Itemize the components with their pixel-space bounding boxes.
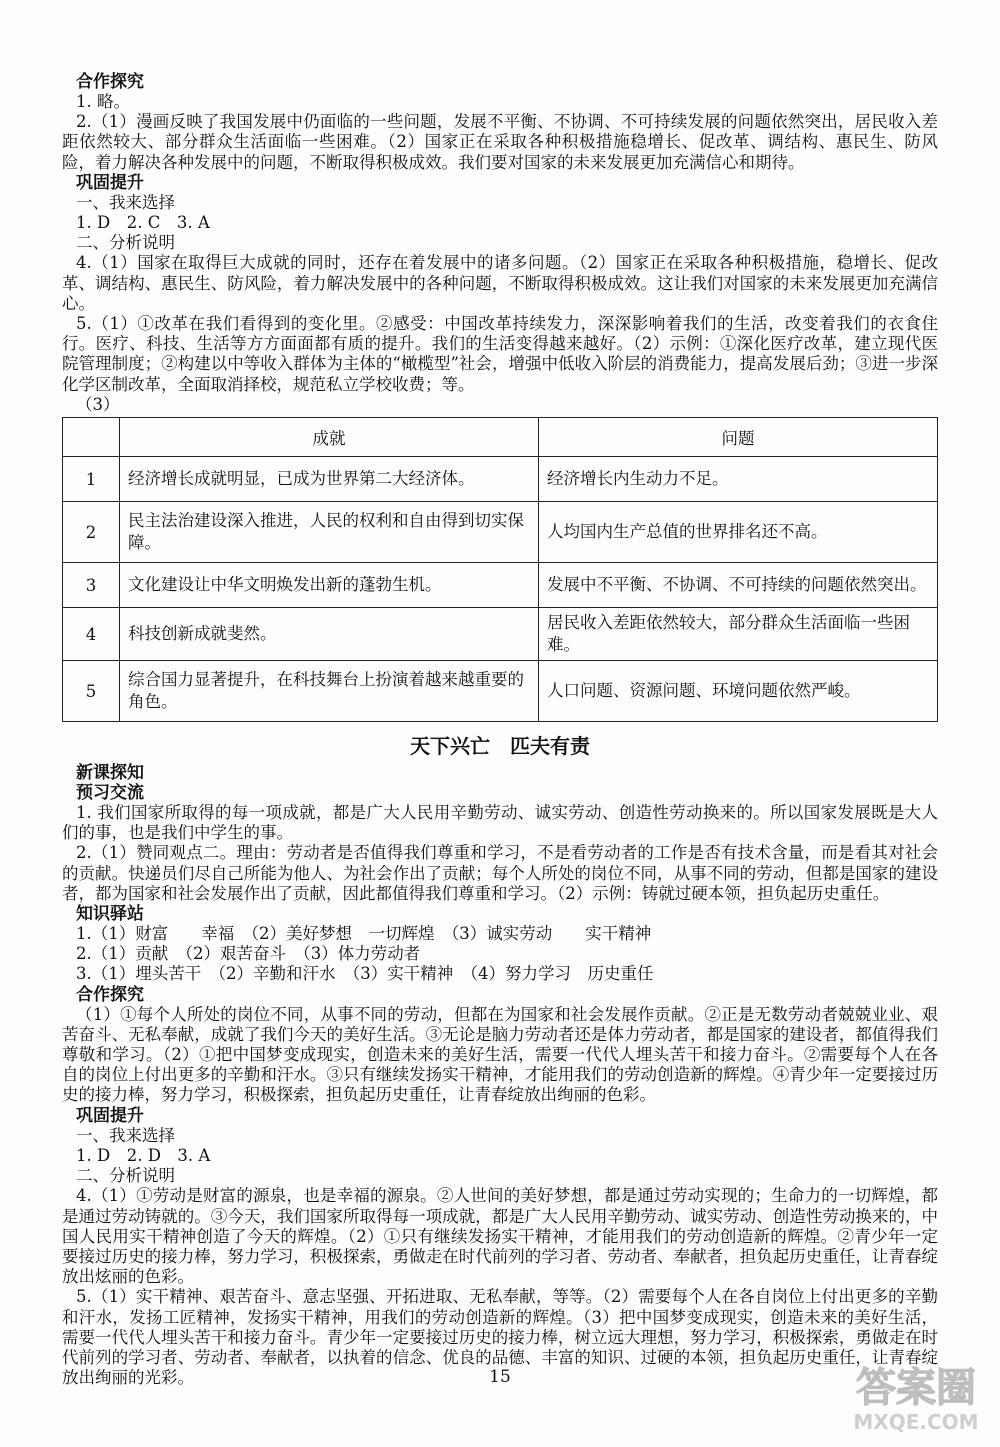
- lesson-title: [62, 730, 938, 759]
- table-header-index: [63, 418, 120, 457]
- achievement-cell: 科技创新成就斐然。: [120, 608, 539, 661]
- lesson-title-part-2: 匹夫有责: [510, 734, 590, 759]
- row-number: 4: [63, 608, 120, 661]
- watermark-main: 答案圈: [856, 1365, 976, 1411]
- problem-cell: 人均国内生产总值的世界排名还不高。: [539, 502, 938, 563]
- answer-paragraph: （1）①每个人所处的岗位不同，从事不同的劳动，但都在为国家和社会发展作贡献。②正是无数劳动者兢兢业业、艰苦奋斗、无私奉献，成就了我们今天的美好生活。③无论是脑力劳动者还是体力劳动者，都是国家的建设者，都值得我们尊敬和学习。（2）①把中国梦变成现实，创造未来的美好生活，需要一代代人埋头苦干和接力奋斗。②需要每个人在各自的岗位上付出更多的辛勤和汗水。③只有继续发扬实干精神，才能用我们的劳动创造新的辉煌。④青少年一定要接过历史的接力棒，努力学习，积极探索，担负起历史重任，让青春绽放出绚丽的色彩。: [62, 1004, 938, 1105]
- achievement-cell: 经济增长成就明显，已成为世界第二大经济体。: [120, 457, 539, 502]
- table-row: [63, 457, 938, 502]
- section-label: 一、我来选择: [76, 192, 175, 212]
- heading-cooperative-inquiry: 合作探究: [76, 72, 144, 92]
- lesson-title-part-1: 天下兴亡: [410, 734, 490, 759]
- section-label: 二、分析说明: [76, 233, 175, 253]
- page-number: 15: [489, 1367, 511, 1387]
- watermark-logo: [846, 1349, 986, 1439]
- heading-new-lesson: 新课探知: [76, 763, 144, 784]
- answer-paragraph: 5.（1）实干精神、艰苦奋斗、意志坚强、开拓进取、无私奉献，等等。（2）需要每个人在各自岗位上付出更多的辛勤和汗水，发扬工匠精神，发扬实干精神，用我们的劳动创造新的辉煌。（3）把中国梦变成现实，创造未来的美好生活，需要一代代人埋头苦干和接力奋斗。青少年一定要接过历史的接力棒，树立远大理想，努力学习，积极探索，勇做走在时代前列的学习者、劳动者、奉献者，以执着的信念、优良的品德、丰富的知识、过硬的本领，担负起历史重任，让青春绽放出绚丽的光彩。: [62, 1287, 938, 1388]
- heading-knowledge-station: 知识驿站: [76, 904, 144, 925]
- answer-paragraph: 4.（1）国家在取得巨大成就的同时，还存在着发展中的诸多问题。（2）国家正在采取各种积极措施，稳增长、促改革、调结构、惠民生、防风险，着力解决发展中的各种问题，不断取得积极成效。这让我们对国家的未来发展更加充满信心。: [62, 253, 938, 313]
- row-number: 2: [63, 502, 120, 563]
- row-number: 5: [63, 661, 120, 722]
- achievement-cell: 综合国力显著提升，在科技舞台上扮演着越来越重要的角色。: [120, 661, 539, 722]
- section-label: 一、我来选择: [76, 1125, 175, 1145]
- choice-answers: 1. D 2. D 3. A: [76, 1145, 211, 1165]
- knowledge-line: 3.（1）埋头苦干 （2）辛勤和汗水 （3）实干精神 （4）努力学习 历史重任: [76, 964, 654, 984]
- table-row: [63, 502, 938, 563]
- table-row: [63, 563, 938, 608]
- table-row: [63, 661, 938, 722]
- choice-answers: 1. D 2. C 3. A: [76, 213, 210, 233]
- problem-cell: 人口问题、资源问题、环境问题依然严峻。: [539, 661, 938, 722]
- answer-line: （3）: [76, 394, 120, 414]
- row-number: 1: [63, 457, 120, 502]
- answer-paragraph: 1. 我们国家所取得的每一项成就，都是广大人民用辛勤劳动、诚实劳动、创造性劳动换来的。所以国家发展既是大人们的事，也是我们中学生的事。: [62, 803, 938, 843]
- heading-consolidation: 巩固提升: [76, 1105, 144, 1126]
- page-content: [62, 72, 938, 1388]
- answer-line: 1. 略。: [76, 92, 130, 111]
- achievement-cell: 民主法治建设深入推进，人民的权利和自由得到切实保障。: [120, 502, 539, 563]
- table-header-achievement: 成就: [120, 418, 539, 457]
- answer-paragraph: 5.（1）①改革在我们看得到的变化里。②感受：中国改革持续发力，深深影响着我们的生活，改变着我们的衣食住行。医疗、科技、生活等方方面面都有质的提升。我们的生活变得越来越好。（2）示例：①深化医疗改革，建立现代医院管理制度；②构建以中等收入群体为主体的“橄榄型”社会，增强中低收入阶层的消费能力，提高发展后劲；③进一步深化学区制改革，全面取消择校，规范私立学校收费；等。: [62, 314, 938, 394]
- row-number: 3: [63, 563, 120, 608]
- answer-paragraph: 2.（1）赞同观点二。理由：劳动者是否值得我们尊重和学习，不是看劳动者的工作是否有技术含量，而是看其对社会的贡献。快递员们尽自己所能为他人、为社会作出了贡献；每个人所处的岗位不同，从事不同的劳动，但都是国家的建设者，都为国家和社会发展作出了贡献，因此都值得我们尊重和学习。（2）示例：铸就过硬本领，担负起历史重任。: [62, 843, 938, 903]
- knowledge-line: 2.（1）贡献 （2）艰苦奋斗 （3）体力劳动者: [76, 944, 421, 964]
- table-row: [63, 608, 938, 661]
- heading-cooperative-inquiry: 合作探究: [76, 984, 144, 1005]
- answer-paragraph: 2.（1）漫画反映了我国发展中仍面临的一些问题，发展不平衡、不协调、不可持续发展的问题依然突出，居民收入差距依然较大、部分群众生活面临一些困难。（2）国家正在采取各种积极措施稳增长、促改革、调结构、惠民生、防风险，着力解决各种发展中的问题，不断取得积极成效。我们要对国家的未来发展更加充满信心和期待。: [62, 112, 938, 172]
- knowledge-line: 1.（1）财富 幸福 （2）美好梦想 一切辉煌 （3）诚实劳动 实干精神: [76, 924, 652, 944]
- achievement-cell: 文化建设让中华文明焕发出新的蓬勃生机。: [120, 563, 539, 608]
- section-label: 二、分析说明: [76, 1166, 175, 1186]
- heading-preview: 预习交流: [76, 783, 144, 804]
- heading-consolidation: 巩固提升: [76, 172, 144, 193]
- problem-cell: 发展中不平衡、不协调、不可持续的问题依然突出。: [539, 563, 938, 608]
- answer-paragraph: 4.（1）①劳动是财富的源泉，也是幸福的源泉。②人世间的美好梦想，都是通过劳动实现的；生命力的一切辉煌，都是通过劳动铸就的。③今天，我们国家所取得每一项成就，都是广大人民用辛勤劳动、诚实劳动、创造性劳动换来的，中国人民用实干精神创造了今天的辉煌。（2）①只有继续发扬实干精神，才能用我们的劳动创造新的辉煌。②青少年一定要接过历史的接力棒，努力学习，积极探索，勇做走在时代前列的学习者、劳动者、奉献者，担负起历史重任，让青春绽放出炫丽的色彩。: [62, 1186, 938, 1287]
- watermark-sub: MXQE.COM: [853, 1410, 979, 1434]
- table-header-problem: 问题: [539, 418, 938, 457]
- problem-cell: 居民收入差距依然较大，部分群众生活面临一些困难。: [539, 608, 938, 661]
- problem-cell: 经济增长内生动力不足。: [539, 457, 938, 502]
- achievement-problem-table: [62, 417, 938, 722]
